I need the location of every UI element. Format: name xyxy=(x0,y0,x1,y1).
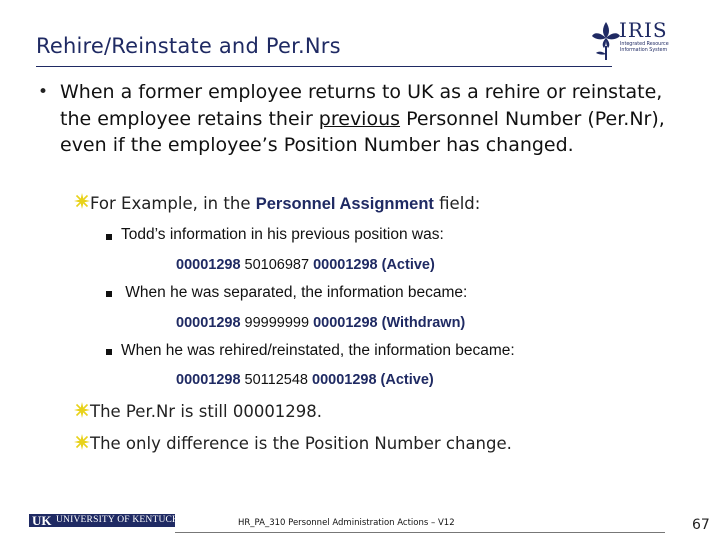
star-bullet-icon xyxy=(74,402,90,418)
main-bullet-text xyxy=(60,79,680,159)
assignment-line xyxy=(176,315,465,331)
page-number: 67 xyxy=(692,517,710,533)
star-bullet-icon xyxy=(74,193,90,209)
uk-mark: UK xyxy=(32,513,52,528)
main-text-before: When a former employee returns to UK as a rehire or reinstate, the employee retains their xyxy=(60,81,663,130)
status-value: 00001298 (Withdrawn) xyxy=(313,315,466,331)
assignment-line xyxy=(176,372,434,388)
example-prefix: For Example, in the xyxy=(90,194,256,213)
footer-divider xyxy=(175,532,665,533)
square-bullet xyxy=(106,291,112,297)
square-bullet xyxy=(106,349,112,355)
item-text: When he was separated, the information became: xyxy=(121,284,468,301)
conclusion-text: The only difference is the Position Number change. xyxy=(90,434,512,453)
uk-logo xyxy=(29,513,187,528)
iris-logo xyxy=(592,16,684,68)
pernr-value: 00001298 xyxy=(176,372,241,388)
position-number: 99999999 xyxy=(244,315,310,331)
position-number: 50112548 xyxy=(244,372,308,388)
bullet-dot: • xyxy=(38,82,49,102)
iris-wordmark: IRIS xyxy=(619,18,668,42)
pernr-value: 00001298 xyxy=(176,315,241,331)
status-value: 00001298 (Active) xyxy=(313,257,435,273)
position-number: 50106987 xyxy=(244,257,310,273)
item-text: Todd’s information in his previous position was: xyxy=(121,226,444,243)
main-text-underlined: previous xyxy=(318,107,401,130)
footer-course: HR_PA_310 Personnel Administration Actions – V12 xyxy=(238,518,455,528)
item-text: When he was rehired/reinstated, the information became: xyxy=(121,342,515,359)
status-value: 00001298 (Active) xyxy=(312,372,434,388)
square-bullet xyxy=(106,234,112,240)
star-bullet-icon xyxy=(74,434,90,450)
iris-flower-icon xyxy=(592,18,620,60)
example-field-name: Personnel Assignment xyxy=(255,195,434,213)
title-underline xyxy=(36,66,612,67)
example-line xyxy=(90,194,480,214)
university-name: UNIVERSITY OF KENTUCKY xyxy=(56,515,187,525)
conclusion-text: The Per.Nr is still 00001298. xyxy=(90,402,323,421)
example-suffix: field: xyxy=(433,194,481,213)
assignment-line xyxy=(176,257,435,273)
slide-title: Rehire/Reinstate and Per.Nrs xyxy=(36,34,341,58)
main-text-after: Personnel Number (Per.Nr), even if the employee’s Position Number has changed. xyxy=(60,107,665,156)
pernr-value: 00001298 xyxy=(176,257,241,273)
iris-subtitle: Integrated Resource Information System xyxy=(620,42,669,53)
